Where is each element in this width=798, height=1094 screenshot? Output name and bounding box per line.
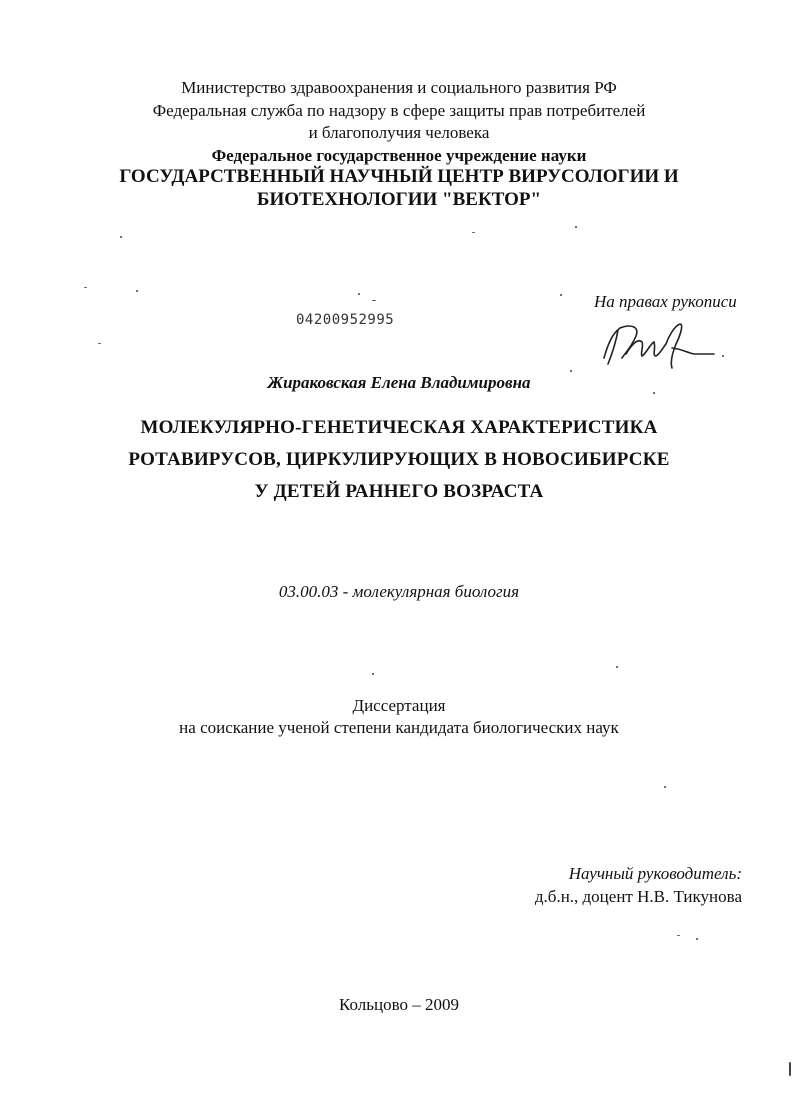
title-line-2: РОТАВИРУСОВ, ЦИРКУЛИРУЮЩИХ В НОВОСИБИРСКЕ — [128, 449, 670, 470]
scan-speck — [560, 294, 562, 296]
supervisor-label: Научный руководитель: — [568, 864, 742, 883]
registration-number: 04200952995 — [296, 312, 395, 328]
degree-line-2: на соискание ученой степени кандидата биологических наук — [179, 718, 619, 737]
specialty: 03.00.03 - молекулярная биология — [278, 582, 520, 601]
scan-speck — [472, 232, 475, 233]
scan-speck — [575, 226, 577, 228]
scan-speck — [120, 236, 122, 238]
title-line-3: У ДЕТЕЙ РАННЕГО ВОЗРАСТА — [254, 481, 544, 502]
scan-speck — [570, 370, 572, 372]
service-line-2: и благополучия человека — [308, 123, 490, 142]
scan-speck — [653, 392, 655, 394]
ministry-line: Министерство здравоохранения и социального развития РФ — [181, 78, 617, 97]
institution-type: Федеральное государственное учреждение науки — [211, 146, 587, 165]
scan-speck — [677, 935, 680, 936]
signature-image — [596, 314, 726, 376]
center-name-line-1: ГОСУДАРСТВЕННЫЙ НАУЧНЫЙ ЦЕНТР ВИРУСОЛОГИИ И — [119, 166, 679, 187]
supervisor-name: д.б.н., доцент Н.В. Тикунова — [534, 887, 742, 906]
scan-speck — [84, 287, 87, 288]
service-line-1: Федеральная служба по надзору в сфере защиты прав потребителей — [152, 101, 646, 120]
manuscript-note: На правах рукописи — [594, 292, 737, 311]
scan-speck — [98, 343, 101, 344]
scan-speck — [372, 673, 374, 675]
scan-speck — [136, 290, 138, 292]
degree-line-1: Диссертация — [352, 696, 446, 715]
scan-speck — [696, 938, 698, 940]
author-name: Жираковская Елена Владимировна — [267, 373, 531, 392]
scan-speck — [616, 666, 618, 668]
title-line-1: МОЛЕКУЛЯРНО-ГЕНЕТИЧЕСКАЯ ХАРАКТЕРИСТИКА — [140, 417, 658, 438]
scan-speck — [372, 300, 376, 301]
place-year: Кольцово – 2009 — [338, 995, 459, 1014]
scan-speck — [722, 355, 724, 357]
scan-speck — [789, 1062, 791, 1076]
center-name-line-2: БИОТЕХНОЛОГИИ "ВЕКТОР" — [256, 189, 542, 210]
scan-speck — [358, 293, 360, 295]
scan-speck — [664, 786, 666, 788]
